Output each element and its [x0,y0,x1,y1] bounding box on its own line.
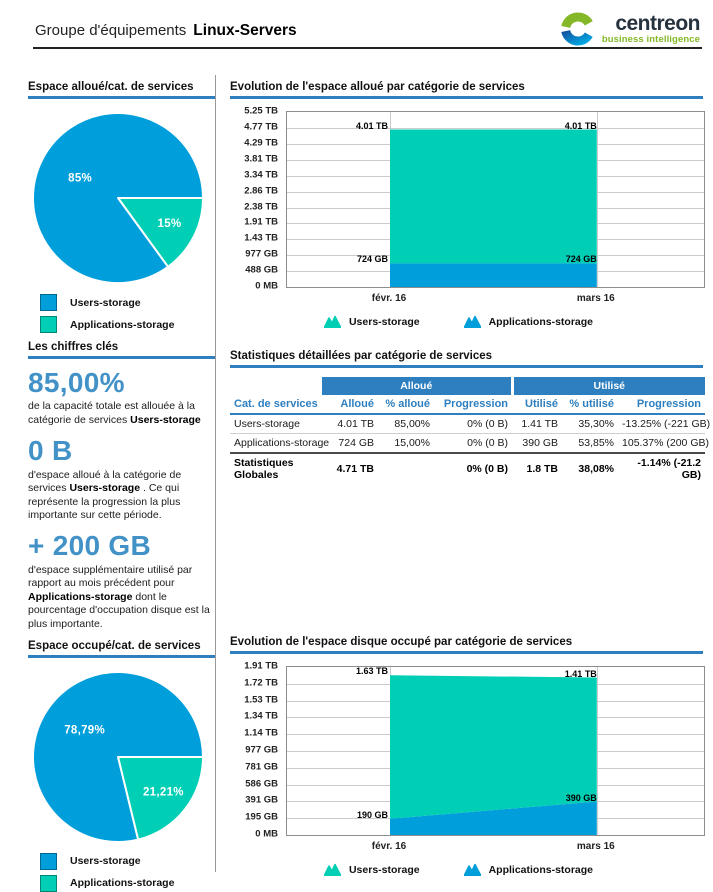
x-tick-label: févr. 16 [371,841,407,852]
table-cell: 4.71 TB [322,453,378,484]
table-cell: 53,85% [562,434,618,454]
data-point-label: 4.01 TB [564,120,597,131]
table-cell: Statistiques Globales [230,453,322,484]
plot-area [286,666,705,836]
y-tick-label: 5.25 TB [244,105,278,117]
key-figure-text [28,564,215,631]
area-series [390,263,597,287]
legend-label: Users-storage [70,296,141,309]
data-point-label: 190 GB [356,809,388,820]
y-tick-label: 3.81 TB [244,153,278,165]
chart-body [244,660,703,876]
area-series-icon [324,315,341,328]
x-tick-label: mars 16 [576,841,615,852]
area-series [390,130,597,264]
y-tick-label: 4.29 TB [244,137,278,149]
table-row [230,434,705,454]
section-title: Espace alloué/cat. de services [28,81,215,99]
column-header: % utilisé [562,395,618,414]
table-cell: 0% (0 B) [434,414,512,434]
pie-legend [40,294,215,333]
group-header: Utilisé [512,377,705,395]
stats-table-section [230,350,711,484]
y-tick-label: 1.91 TB [244,660,278,672]
key-figure-text [28,400,215,427]
y-tick-label: 4.77 TB [244,121,278,133]
y-tick-label: 1.43 TB [244,232,278,244]
legend-label: Users-storage [348,863,420,876]
section-title: Les chiffres clés [28,341,215,359]
data-point-label: 724 GB [356,254,388,265]
y-tick-label: 781 GB [245,761,278,773]
logo-subtitle: business intelligence [601,34,700,46]
legend-item [40,294,215,311]
pie-slice-label: 15% [157,218,182,231]
y-tick-label: 586 GB [245,778,278,790]
area-series-icon [324,863,341,876]
data-point-label: 1.41 TB [564,668,597,679]
legend-item [464,863,593,876]
table-title: Statistiques détaillées par catégorie de services [230,350,703,368]
pie-section-alloue [28,81,215,333]
data-point-label: 390 GB [565,792,597,803]
x-axis [286,293,703,308]
key-figures-section [28,341,215,631]
legend-item [324,863,420,876]
y-tick-label: 488 GB [245,264,278,276]
table-cell: -13.25% (-221 GB) [618,414,705,434]
y-tick-label: 2.86 TB [244,185,278,196]
column-header: % alloué [378,395,434,414]
kf-text-suffix: . Ce qui représente la progression la plus importante sur cette période. [28,482,181,521]
y-tick-label: 0 MB [255,280,278,292]
key-figure-value: + 200 GB [28,530,152,562]
table-cell: 4.01 TB [322,414,378,434]
y-tick-label: 1.14 TB [244,727,278,739]
legend-label: Applications-storage [488,863,594,876]
table-cell [378,453,434,484]
plot-area [286,111,705,288]
area-series-icon [464,863,481,876]
legend-item [324,315,420,328]
kf-text-bold: Users-storage [69,482,141,495]
legend-swatch [40,875,57,892]
table-cell: Applications-storage [230,434,322,454]
section-title: Espace occupé/cat. de services [28,640,215,658]
y-tick-label: 391 GB [245,794,278,806]
legend-item [40,316,215,333]
table-total-row [230,453,705,484]
table-cell: 1.41 TB [512,414,562,434]
area-chart-section-alloue [230,81,703,328]
pie-slice-label: 85% [68,172,93,185]
y-tick-label: 1.53 TB [244,694,278,706]
column-divider [215,75,216,872]
pie-chart-alloue [30,110,206,286]
table-cell: 1.8 TB [512,453,562,484]
chart-title: Evolution de l'espace alloué par catégorie de services [230,81,703,99]
pie-slice-label: 78,79% [64,724,106,737]
x-tick-label: févr. 16 [371,293,407,304]
table-header-row [230,395,705,414]
legend-item [40,875,215,892]
y-axis [230,660,278,876]
stacked-area-plot [287,667,704,835]
y-tick-label: 2.38 TB [244,201,278,212]
table-cell: Users-storage [230,414,322,434]
stats-table [230,377,711,484]
centreon-logo [560,11,700,47]
table-group-header-row [230,377,705,395]
y-tick-label: 0 MB [255,828,278,840]
key-figure-text [28,469,215,523]
data-point-label: 724 GB [565,254,597,265]
pie-legend [40,853,215,892]
legend-label: Users-storage [70,855,141,868]
table-cell: 390 GB [512,434,562,454]
area-chart-section-occupe [230,636,703,876]
group-header-spacer [230,377,322,395]
legend-item [464,315,593,328]
kf-text-bold: Applications-storage [28,590,133,603]
column-header: Progression [434,395,512,414]
table-cell: 0% (0 B) [434,453,512,484]
data-point-label: 1.63 TB [355,666,388,677]
table-cell: -1.14% (-21.2 GB) [618,453,705,484]
y-tick-label: 1.72 TB [244,677,278,689]
chart-title: Evolution de l'espace disque occupé par catégorie de services [230,636,703,654]
left-column [28,75,215,890]
chart-legend [286,315,631,328]
table-row [230,414,705,434]
page-title-name: Linux-Servers [193,22,297,39]
y-tick-label: 977 GB [245,248,278,260]
table-cell: 724 GB [322,434,378,454]
kf-text-prefix: d'espace alloué à la catégorie de services [28,468,182,495]
x-axis [286,841,703,856]
key-figure-value: 0 B [28,435,73,467]
column-header: Progression [618,395,705,414]
legend-label: Users-storage [348,315,420,328]
y-tick-label: 3.34 TB [244,169,278,181]
legend-label: Applications-storage [70,318,175,331]
kf-text-bold: Users-storage [130,413,201,426]
table-cell: 35,30% [562,414,618,434]
y-tick-label: 977 GB [245,744,278,756]
x-tick-label: mars 16 [576,293,615,304]
page-title-prefix: Groupe d'équipements [35,22,187,39]
y-tick-label: 1.91 TB [244,216,278,228]
table-cell: 38,08% [562,453,618,484]
centreon-c-icon [560,11,596,47]
y-tick-label: 195 GB [245,811,278,823]
page-title [35,22,297,40]
header-divider [33,47,702,49]
kf-text-prefix: de la capacité totale est allouée à la catégorie de services [28,400,195,426]
legend-swatch [40,294,57,311]
table-cell: 15,00% [378,434,434,454]
table-cell: 85,00% [378,414,434,434]
area-series-icon [464,315,481,328]
stacked-area-plot [287,112,704,287]
kf-text-suffix: dont le pourcentage d'occupation disque est la plus importante. [28,590,210,630]
legend-item [40,853,215,870]
legend-label: Applications-storage [70,877,175,890]
column-header: Alloué [322,395,378,414]
chart-body [244,105,703,328]
right-column [230,75,711,886]
column-header: Cat. de services [230,395,322,414]
legend-swatch [40,853,57,870]
legend-label: Applications-storage [488,315,594,328]
data-point-label: 4.01 TB [355,120,388,131]
key-figure-value: 85,00% [28,367,125,398]
chart-legend [286,863,631,876]
column-header: Utilisé [512,395,562,414]
pie-section-occupe [28,640,215,892]
legend-swatch [40,316,57,333]
pie-slice-label: 21,21% [142,786,184,799]
logo-wordmark: centreon [615,12,700,36]
report-body [28,75,711,890]
table-cell: 105.37% (200 GB) [618,434,705,454]
group-header: Alloué [322,377,512,395]
table-cell: 0% (0 B) [434,434,512,454]
y-axis [230,105,278,328]
kf-text-prefix: d'espace supplémentaire utilisé par rapport au mois précédent pour [28,563,193,590]
pie-chart-occupe [30,669,206,845]
y-tick-label: 1.34 TB [244,710,278,722]
